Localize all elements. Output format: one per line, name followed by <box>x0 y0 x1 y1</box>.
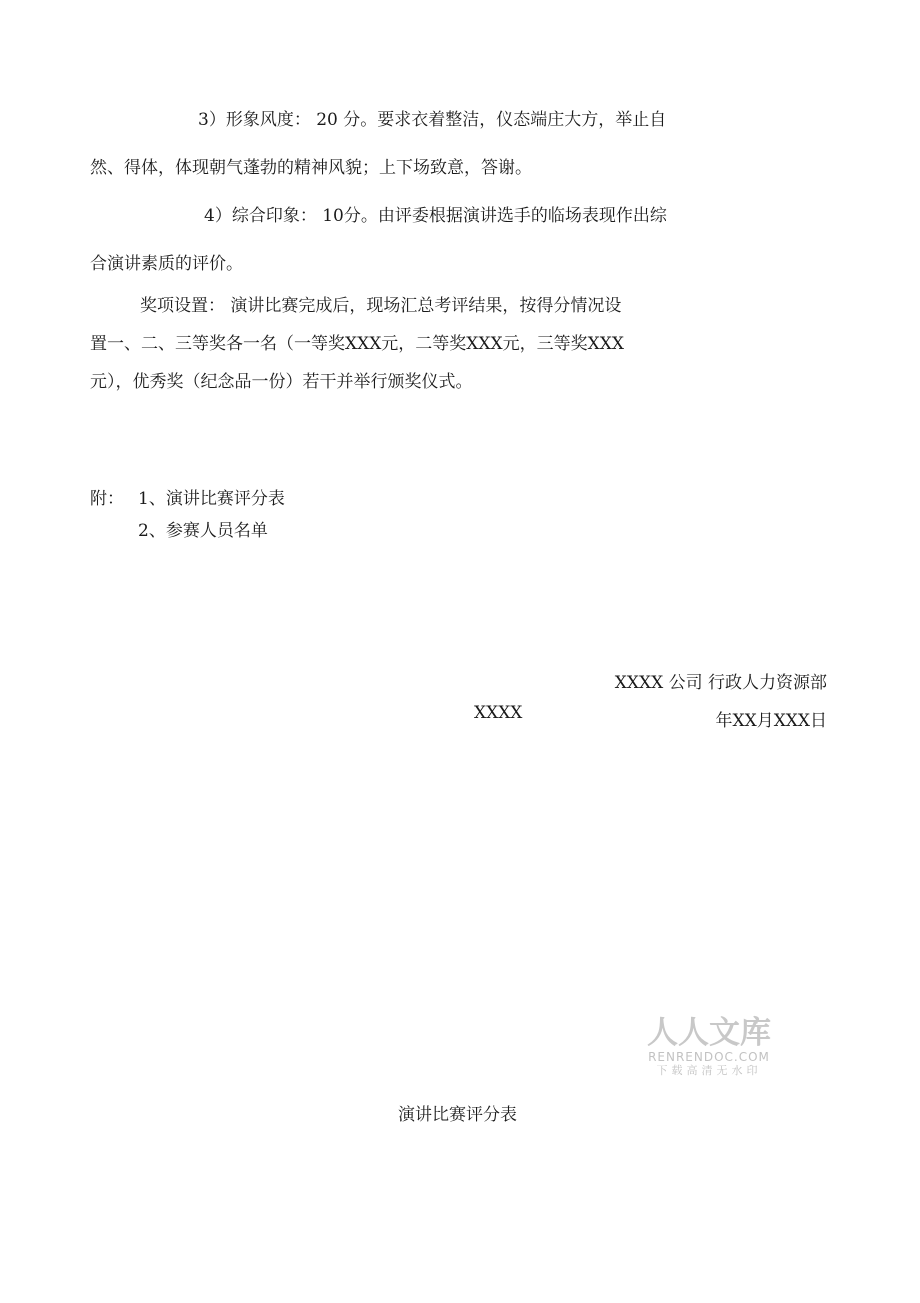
attachments-label: 附： <box>90 489 124 509</box>
signature-year: XXXX <box>474 703 523 723</box>
attachment-item-1: 1、演讲比赛评分表 <box>138 489 285 509</box>
signature-date: 年XX月XXX日 <box>715 711 827 731</box>
awards-line2: 置一、二、三等奖各一名（一等奖XXX元，二等奖XXX元，三等奖XXX <box>90 334 624 354</box>
criteria-item4-line1: 4）综合印象： 10分。由评委根据演讲选手的临场表现作出综 <box>204 206 667 226</box>
watermark-logo-text: 人人文库 <box>647 1015 771 1051</box>
attachment-item-2: 2、参赛人员名单 <box>138 521 268 541</box>
criteria-item3-line2: 然、得体，体现朝气蓬勃的精神风貌；上下场致意，答谢。 <box>90 158 532 178</box>
watermark-logo <box>646 1016 772 1078</box>
criteria-item3-line1: 3）形象风度： 20 分。要求衣着整洁，仪态端庄大方，举止自 <box>198 110 667 130</box>
watermark-site: RENRENDOC.COM <box>648 1050 770 1064</box>
criteria-item4-line2: 合演讲素质的评价。 <box>90 254 243 274</box>
next-section-title: 演讲比赛评分表 <box>398 1105 517 1125</box>
signature-org: XXXX 公司 行政人力资源部 <box>614 673 827 693</box>
watermark-tagline: 下载高清无水印 <box>656 1064 762 1077</box>
awards-line1: 奖项设置： 演讲比赛完成后，现场汇总考评结果，按得分情况设 <box>140 296 622 316</box>
awards-line3: 元），优秀奖（纪念品一份）若干并举行颁奖仪式。 <box>90 372 473 392</box>
